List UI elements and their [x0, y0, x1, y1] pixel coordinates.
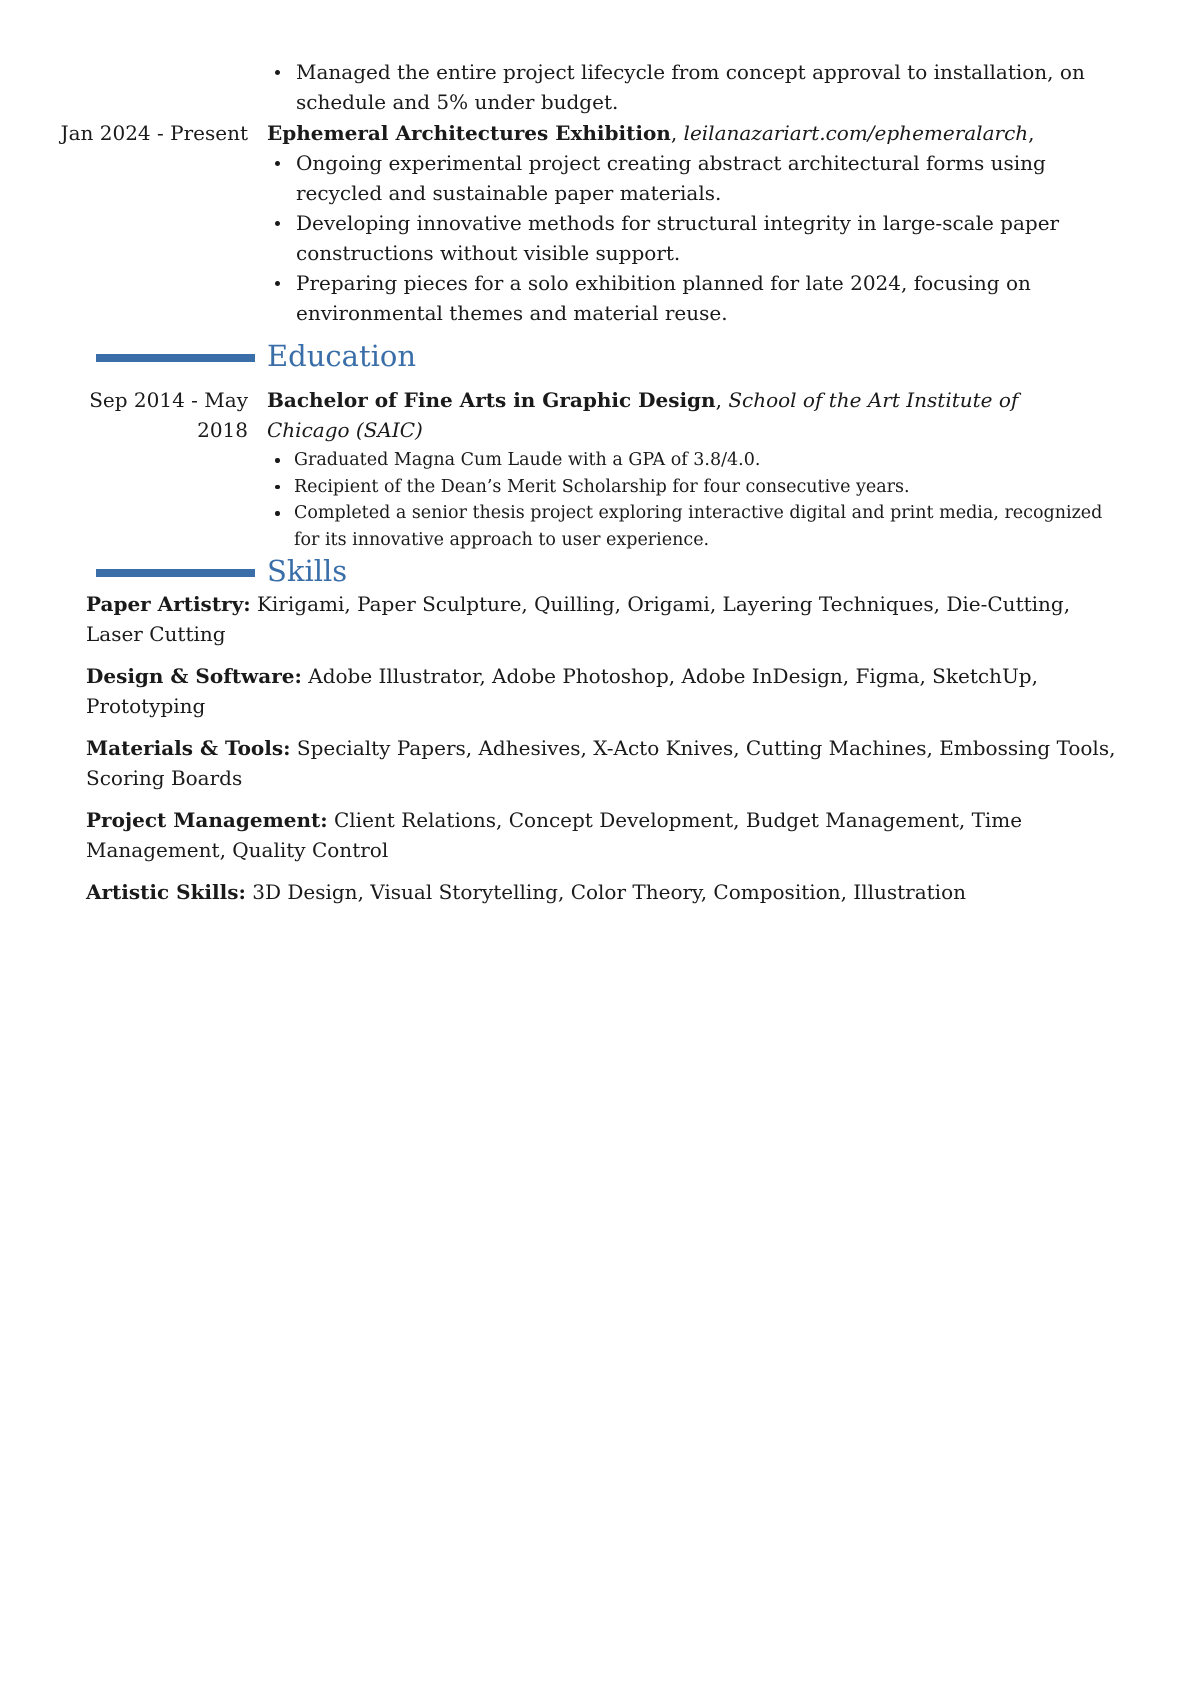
skill-values: Kirigami, Paper Sculpture, Quilling, Origami, Layering Techniques, Die-Cutting, Laser Cutting — [86, 592, 1071, 646]
skill-row — [86, 733, 1116, 793]
section-title-education: Education — [267, 339, 417, 373]
section-divider-bar — [96, 569, 255, 577]
list-item: Recipient of the Dean’s Merit Scholarship for four consecutive years. — [267, 474, 1107, 501]
list-item: Completed a senior thesis project exploring interactive digital and print media, recognized for its innovative approach to user experience. — [267, 500, 1107, 553]
skill-category: Materials & Tools: — [86, 736, 291, 760]
list-item: Managed the entire project lifecycle from concept approval to installation, on schedule and 5% under budget. — [267, 57, 1107, 117]
skill-row — [86, 805, 1116, 865]
list-item: Graduated Magna Cum Laude with a GPA of 3.8/4.0. — [267, 447, 1107, 474]
entry-title: Bachelor of Fine Arts in Graphic Design — [267, 388, 716, 412]
bullet-list — [267, 57, 1107, 117]
skill-category: Paper Artistry: — [86, 592, 251, 616]
bullet-list — [267, 447, 1107, 553]
entry-date: Jan 2024 - Present — [60, 121, 248, 145]
project-link[interactable]: leilanazariart.com/ephemeralarch — [683, 121, 1029, 145]
section-title-skills: Skills — [267, 554, 348, 588]
skill-values: Specialty Papers, Adhesives, X-Acto Knives, Cutting Machines, Embossing Tools, Scoring Boards — [86, 736, 1116, 790]
skill-category: Design & Software: — [86, 664, 302, 688]
skill-values: Adobe Illustrator, Adobe Photoshop, Adobe InDesign, Figma, SketchUp, Prototyping — [86, 664, 1038, 718]
school-name: School of the Art Institute of Chicago (SAIC) — [267, 388, 1019, 442]
list-item: Developing innovative methods for structural integrity in large-scale paper constructions without visible support. — [267, 208, 1107, 268]
project-entry — [267, 118, 1107, 328]
skill-row — [86, 589, 1116, 649]
skills-list — [86, 589, 1116, 919]
skill-values: Client Relations, Concept Development, Budget Management, Time Management, Quality Control — [86, 808, 1023, 862]
list-item: Preparing pieces for a solo exhibition planned for late 2024, focusing on environmental themes and material reuse. — [267, 268, 1107, 328]
section-divider-bar — [96, 354, 255, 362]
entry-date: Sep 2014 - May 2018 — [89, 388, 248, 442]
entry-heading: Ephemeral Architectures Exhibition, leilanazariart.com/ephemeralarch, — [267, 121, 1035, 145]
skill-row — [86, 661, 1116, 721]
bullet-list — [267, 148, 1107, 328]
list-item: Ongoing experimental project creating abstract architectural forms using recycled and sustainable paper materials. — [267, 148, 1107, 208]
skill-row — [86, 877, 1116, 907]
skill-category: Project Management: — [86, 808, 328, 832]
skill-category: Artistic Skills: — [86, 880, 246, 904]
entry-heading: Bachelor of Fine Arts in Graphic Design, School of the Art Institute of Chicago (SAIC) — [267, 388, 1019, 442]
experience-continuation — [267, 57, 1107, 117]
skill-values: 3D Design, Visual Storytelling, Color Theory, Composition, Illustration — [252, 880, 967, 904]
education-entry — [267, 385, 1107, 553]
entry-title: Ephemeral Architectures Exhibition — [267, 121, 671, 145]
